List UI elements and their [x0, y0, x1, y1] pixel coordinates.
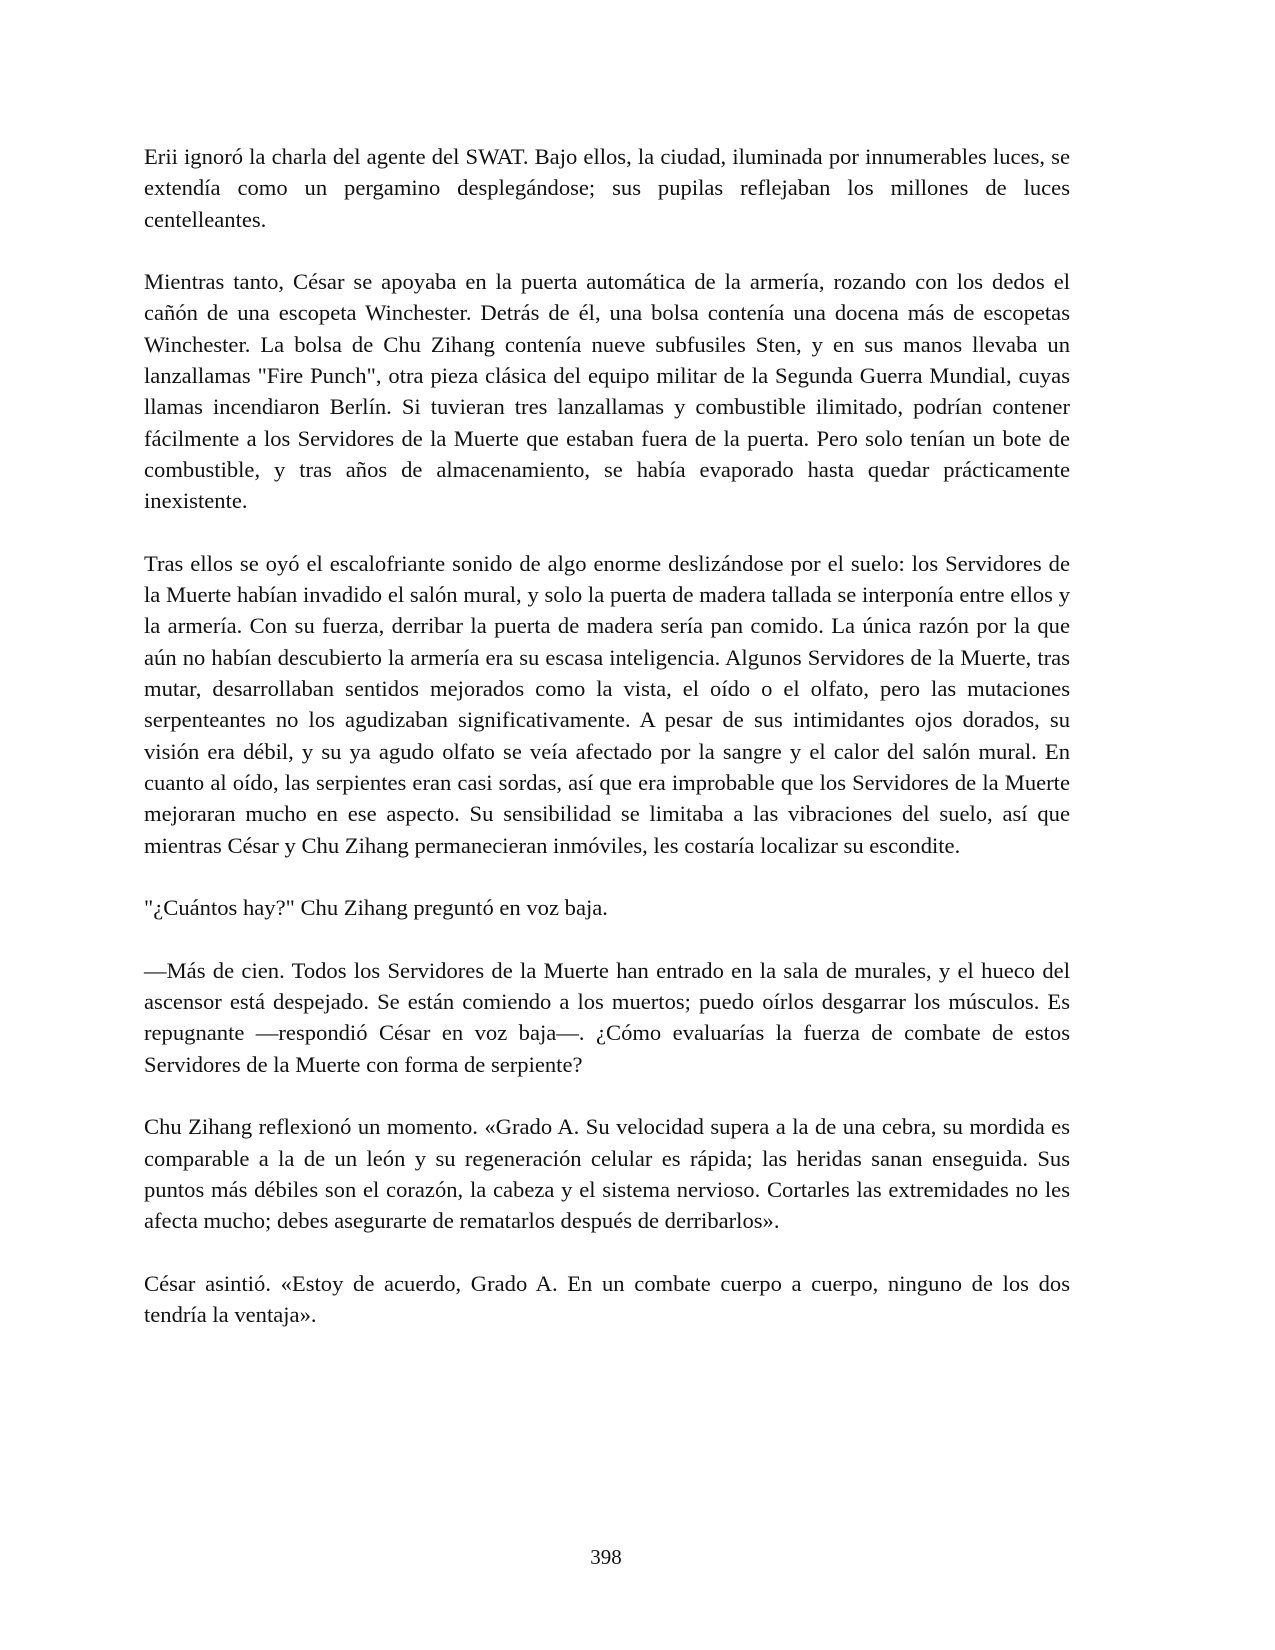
dialogue-paragraph: César asintió. «Estoy de acuerdo, Grado A. En un combate cuerpo a cuerpo, ninguno de los dos tendría la ventaja».	[144, 1270, 1070, 1327]
paragraph: Mientras tanto, César se apoyaba en la puerta automática de la armería, rozando con los dedos el cañón de una escopeta Winchester. Detrás de él, una bolsa contenía una docena más de escopetas Winchester. La bolsa de Chu Zihang contenía nueve subfusiles Sten, y en sus manos llevaba un lanzallamas "Fire Punch", otra pieza clásica del equipo militar de la Segunda Guerra Mundial, cuyas llamas incendiaron Berlín. Si tuvieran tres lanzallamas y combustible ilimitado, podrían contener fácilmente a los Servidores de la Muerte que estaban fuera de la puerta. Pero solo tenían un bote de combustible, y tras años de almacenamiento, se había evaporado hasta quedar prácticamente inexistente.	[144, 269, 1070, 514]
dialogue-paragraph: —Más de cien. Todos los Servidores de la Muerte han entrado en la sala de murales, y el hueco del ascensor está despejado. Se están comiendo a los muertos; puedo oírlos desgarrar los músculos. Es repugnante —respondió César en voz baja—. ¿Cómo evaluarías la fuerza de combate de estos Servidores de la Muerte con forma de serpiente?	[144, 957, 1070, 1077]
paragraph: Erii ignoró la charla del agente del SWAT. Bajo ellos, la ciudad, iluminada por innumerables luces, se extendía como un pergamino desplegándose; sus pupilas reflejaban los millones de luces centelleantes.	[144, 144, 1070, 232]
dialogue-paragraph: Chu Zihang reflexionó un momento. «Grado A. Su velocidad supera a la de una cebra, su mordida es comparable a la de un león y su regeneración celular es rápida; las heridas sanan enseguida. Sus puntos más débiles son el corazón, la cabeza y el sistema nervioso. Cortarles las extremidades no les afecta mucho; debes asegurarte de rematarlos después de derribarlos».	[144, 1114, 1070, 1234]
paragraph: Tras ellos se oyó el escalofriante sonido de algo enorme deslizándose por el suelo: los Servidores de la Muerte habían invadido el salón mural, y solo la puerta de madera tallada se interponía entre ellos y la armería. Con su fuerza, derribar la puerta de madera sería pan comido. La única razón por la que aún no habían descubierto la armería era su escasa inteligencia. Algunos Servidores de la Muerte, tras mutar, desarrollaban sentidos mejorados como la vista, el oído o el olfato, pero las mutaciones serpenteantes no los agudizaban significativamente. A pesar de sus intimidantes ojos dorados, su visión era débil, y su ya agudo olfato se veía afectado por la sangre y el calor del salón mural. En cuanto al oído, las serpientes eran casi sordas, así que era improbable que los Servidores de la Muerte mejoraran mucho en ese aspecto. Su sensibilidad se limitaba a las vibraciones del suelo, así que mientras César y Chu Zihang permanecieran inmóviles, les costaría localizar su escondite.	[144, 550, 1070, 858]
page-number: 398	[590, 1545, 622, 1569]
dialogue-paragraph: "¿Cuántos hay?" Chu Zihang preguntó en voz baja.	[144, 895, 608, 921]
body-text	[144, 141, 1070, 1330]
